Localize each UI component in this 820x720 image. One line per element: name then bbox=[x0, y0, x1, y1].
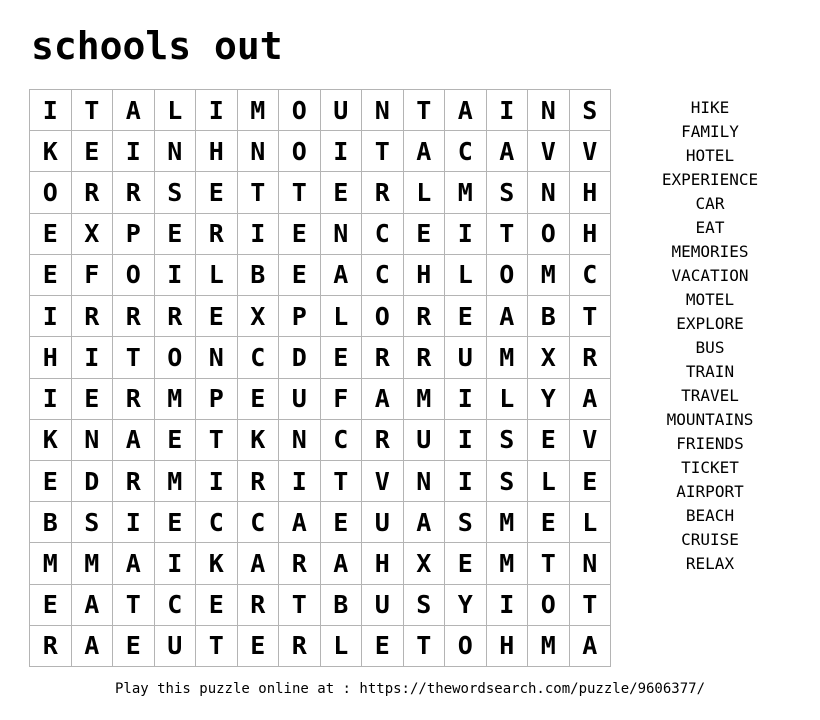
grid-cell[interactable]: U bbox=[279, 379, 321, 420]
grid-cell[interactable]: V bbox=[570, 420, 612, 461]
grid-cell[interactable]: O bbox=[528, 585, 570, 626]
grid-cell[interactable]: K bbox=[30, 131, 72, 172]
grid-cell[interactable]: U bbox=[155, 626, 197, 667]
grid-cell[interactable]: A bbox=[238, 543, 280, 584]
word-list-item: BEACH bbox=[685, 506, 735, 525]
grid-cell[interactable]: V bbox=[528, 131, 570, 172]
grid-cell[interactable]: N bbox=[528, 172, 570, 213]
grid-cell[interactable]: R bbox=[113, 461, 155, 502]
grid-cell[interactable]: U bbox=[362, 585, 404, 626]
word-list-item: FAMILY bbox=[681, 122, 739, 141]
grid-cell[interactable]: T bbox=[404, 90, 446, 131]
grid-cell[interactable]: I bbox=[238, 214, 280, 255]
grid-cell[interactable]: E bbox=[196, 172, 238, 213]
grid-cell[interactable]: H bbox=[570, 172, 612, 213]
grid-cell[interactable]: T bbox=[196, 626, 238, 667]
word-list-item: VACATION bbox=[671, 266, 749, 285]
grid-cell[interactable]: R bbox=[238, 461, 280, 502]
grid-cell[interactable]: O bbox=[113, 255, 155, 296]
grid-cell[interactable]: P bbox=[196, 379, 238, 420]
grid-cell[interactable]: I bbox=[445, 461, 487, 502]
grid-cell[interactable]: H bbox=[570, 214, 612, 255]
grid-cell[interactable]: C bbox=[362, 214, 404, 255]
grid-cell[interactable]: M bbox=[30, 543, 72, 584]
grid-cell[interactable]: N bbox=[321, 214, 363, 255]
grid-cell[interactable]: X bbox=[72, 214, 114, 255]
grid-cell[interactable]: E bbox=[238, 626, 280, 667]
grid-cell[interactable]: N bbox=[404, 461, 446, 502]
grid-cell[interactable]: E bbox=[528, 420, 570, 461]
grid-cell[interactable]: I bbox=[196, 461, 238, 502]
word-list-item: CAR bbox=[695, 194, 725, 213]
grid-cell[interactable]: A bbox=[321, 543, 363, 584]
word-list-item: FRIENDS bbox=[676, 434, 744, 453]
word-list-item: RELAX bbox=[685, 554, 735, 573]
grid-cell[interactable]: K bbox=[238, 420, 280, 461]
grid-cell[interactable]: I bbox=[487, 585, 529, 626]
grid-cell[interactable]: L bbox=[321, 296, 363, 337]
grid-cell[interactable]: R bbox=[279, 543, 321, 584]
grid-cell[interactable]: C bbox=[321, 420, 363, 461]
grid-cell[interactable]: R bbox=[279, 626, 321, 667]
grid-cell[interactable]: P bbox=[113, 214, 155, 255]
grid-cell[interactable]: I bbox=[487, 90, 529, 131]
word-list-item: CRUISE bbox=[681, 530, 739, 549]
grid-cell[interactable]: F bbox=[72, 255, 114, 296]
grid-cell[interactable]: T bbox=[72, 90, 114, 131]
grid-cell[interactable]: R bbox=[570, 337, 612, 378]
word-list-item: EAT bbox=[695, 218, 725, 237]
grid-cell[interactable]: N bbox=[196, 337, 238, 378]
grid-cell[interactable]: F bbox=[321, 379, 363, 420]
grid-cell[interactable]: A bbox=[279, 502, 321, 543]
grid-cell[interactable]: N bbox=[238, 131, 280, 172]
grid-cell[interactable]: O bbox=[279, 131, 321, 172]
grid-cell[interactable]: I bbox=[445, 420, 487, 461]
grid-cell[interactable]: C bbox=[238, 337, 280, 378]
word-list-item: TRAVEL bbox=[681, 386, 739, 405]
grid-cell[interactable]: O bbox=[445, 626, 487, 667]
grid-cell[interactable]: X bbox=[238, 296, 280, 337]
word-list-item: BUS bbox=[695, 338, 725, 357]
grid-cell[interactable]: T bbox=[279, 172, 321, 213]
grid-cell[interactable]: M bbox=[528, 255, 570, 296]
grid-cell[interactable]: A bbox=[72, 585, 114, 626]
grid-cell[interactable]: A bbox=[321, 255, 363, 296]
grid-cell[interactable]: T bbox=[279, 585, 321, 626]
grid-cell[interactable]: R bbox=[362, 420, 404, 461]
letter-grid bbox=[29, 89, 611, 667]
grid-cell[interactable]: C bbox=[238, 502, 280, 543]
grid-cell[interactable]: E bbox=[321, 337, 363, 378]
grid-cell[interactable]: X bbox=[404, 543, 446, 584]
grid-cell[interactable]: I bbox=[155, 255, 197, 296]
grid-cell[interactable]: I bbox=[30, 296, 72, 337]
grid-cell[interactable]: I bbox=[321, 131, 363, 172]
grid-cell[interactable]: E bbox=[72, 379, 114, 420]
grid-cell[interactable]: S bbox=[487, 172, 529, 213]
grid-cell[interactable]: I bbox=[445, 214, 487, 255]
word-list-item: MOTEL bbox=[685, 290, 735, 309]
grid-cell[interactable]: B bbox=[528, 296, 570, 337]
grid-cell[interactable]: M bbox=[238, 90, 280, 131]
grid-cell[interactable]: L bbox=[404, 172, 446, 213]
grid-cell[interactable]: C bbox=[445, 131, 487, 172]
puzzle-title: schools out bbox=[31, 24, 283, 68]
grid-cell[interactable]: N bbox=[528, 90, 570, 131]
grid-cell[interactable]: C bbox=[196, 502, 238, 543]
grid-cell[interactable]: B bbox=[321, 585, 363, 626]
grid-cell[interactable]: R bbox=[72, 296, 114, 337]
grid-cell[interactable]: A bbox=[362, 379, 404, 420]
grid-cell[interactable]: H bbox=[196, 131, 238, 172]
grid-cell[interactable]: I bbox=[72, 337, 114, 378]
word-list-item: TICKET bbox=[681, 458, 739, 477]
grid-cell[interactable]: L bbox=[445, 255, 487, 296]
grid-cell[interactable]: Y bbox=[445, 585, 487, 626]
word-list-item: AIRPORT bbox=[676, 482, 744, 501]
grid-cell[interactable]: B bbox=[238, 255, 280, 296]
grid-cell[interactable]: R bbox=[404, 296, 446, 337]
grid-cell[interactable]: M bbox=[487, 337, 529, 378]
grid-cell[interactable]: D bbox=[72, 461, 114, 502]
grid-cell[interactable]: B bbox=[30, 502, 72, 543]
word-list-item: MEMORIES bbox=[671, 242, 749, 261]
grid-cell[interactable]: N bbox=[279, 420, 321, 461]
grid-cell[interactable]: E bbox=[238, 379, 280, 420]
grid-cell[interactable]: R bbox=[113, 379, 155, 420]
grid-cell[interactable]: E bbox=[155, 502, 197, 543]
grid-cell[interactable]: R bbox=[362, 172, 404, 213]
grid-cell[interactable]: A bbox=[404, 131, 446, 172]
grid-cell[interactable]: R bbox=[404, 337, 446, 378]
word-list-item: HOTEL bbox=[685, 146, 735, 165]
grid-cell[interactable]: T bbox=[113, 337, 155, 378]
grid-cell[interactable]: E bbox=[570, 461, 612, 502]
grid-cell[interactable]: A bbox=[570, 379, 612, 420]
word-list-item: MOUNTAINS bbox=[666, 410, 754, 429]
grid-cell[interactable]: A bbox=[72, 626, 114, 667]
grid-cell[interactable]: R bbox=[113, 296, 155, 337]
grid-cell[interactable]: M bbox=[445, 172, 487, 213]
grid-cell[interactable]: R bbox=[113, 172, 155, 213]
grid-cell[interactable]: I bbox=[30, 90, 72, 131]
grid-cell[interactable]: I bbox=[30, 379, 72, 420]
grid-cell[interactable]: T bbox=[238, 172, 280, 213]
grid-cell[interactable]: T bbox=[528, 543, 570, 584]
grid-cell[interactable]: X bbox=[528, 337, 570, 378]
grid-cell[interactable]: H bbox=[362, 543, 404, 584]
grid-cell[interactable]: A bbox=[404, 502, 446, 543]
grid-cell[interactable]: T bbox=[487, 214, 529, 255]
grid-cell[interactable]: R bbox=[238, 585, 280, 626]
grid-cell[interactable]: E bbox=[362, 626, 404, 667]
grid-cell[interactable]: I bbox=[113, 502, 155, 543]
grid-cell[interactable]: U bbox=[445, 337, 487, 378]
grid-cell[interactable]: S bbox=[72, 502, 114, 543]
grid-cell[interactable]: E bbox=[30, 255, 72, 296]
grid-cell[interactable]: I bbox=[196, 90, 238, 131]
grid-cell[interactable]: R bbox=[362, 337, 404, 378]
grid-cell[interactable]: E bbox=[279, 255, 321, 296]
grid-cell[interactable]: M bbox=[487, 502, 529, 543]
grid-cell[interactable]: O bbox=[155, 337, 197, 378]
grid-cell[interactable]: E bbox=[72, 131, 114, 172]
grid-cell[interactable]: U bbox=[362, 502, 404, 543]
grid-cell[interactable]: M bbox=[528, 626, 570, 667]
grid-cell[interactable]: S bbox=[487, 420, 529, 461]
grid-cell[interactable]: T bbox=[196, 420, 238, 461]
grid-cell[interactable]: C bbox=[155, 585, 197, 626]
grid-cell[interactable]: M bbox=[155, 379, 197, 420]
grid-cell[interactable]: U bbox=[404, 420, 446, 461]
grid-cell[interactable]: I bbox=[445, 379, 487, 420]
grid-cell[interactable]: E bbox=[30, 585, 72, 626]
grid-cell[interactable]: T bbox=[113, 585, 155, 626]
grid-cell[interactable]: A bbox=[487, 296, 529, 337]
grid-cell[interactable]: K bbox=[30, 420, 72, 461]
grid-cell[interactable]: Y bbox=[528, 379, 570, 420]
grid-cell[interactable]: M bbox=[155, 461, 197, 502]
grid-cell[interactable]: M bbox=[404, 379, 446, 420]
grid-cell[interactable]: S bbox=[445, 502, 487, 543]
grid-cell[interactable]: E bbox=[196, 585, 238, 626]
grid-cell[interactable]: O bbox=[362, 296, 404, 337]
grid-cell[interactable]: S bbox=[487, 461, 529, 502]
grid-cell[interactable]: T bbox=[321, 461, 363, 502]
grid-cell[interactable]: H bbox=[30, 337, 72, 378]
grid-cell[interactable]: A bbox=[113, 420, 155, 461]
grid-cell[interactable]: C bbox=[570, 255, 612, 296]
grid-cell[interactable]: I bbox=[113, 131, 155, 172]
grid-cell[interactable]: R bbox=[196, 214, 238, 255]
grid-cell[interactable]: S bbox=[404, 585, 446, 626]
grid-cell[interactable]: I bbox=[279, 461, 321, 502]
grid-cell[interactable]: A bbox=[113, 90, 155, 131]
grid-cell[interactable]: E bbox=[155, 420, 197, 461]
word-list-item: EXPLORE bbox=[676, 314, 744, 333]
grid-cell[interactable]: A bbox=[570, 626, 612, 667]
word-list bbox=[645, 96, 775, 576]
grid-cell[interactable]: N bbox=[570, 543, 612, 584]
grid-cell[interactable]: P bbox=[279, 296, 321, 337]
grid-cell[interactable]: E bbox=[528, 502, 570, 543]
word-list-item: EXPERIENCE bbox=[661, 170, 759, 189]
grid-cell[interactable]: O bbox=[487, 255, 529, 296]
grid-cell[interactable]: D bbox=[279, 337, 321, 378]
grid-cell[interactable]: E bbox=[30, 214, 72, 255]
grid-cell[interactable]: L bbox=[196, 255, 238, 296]
grid-cell[interactable]: T bbox=[570, 296, 612, 337]
grid-cell[interactable]: E bbox=[113, 626, 155, 667]
grid-cell[interactable]: E bbox=[321, 502, 363, 543]
grid-cell[interactable]: L bbox=[570, 502, 612, 543]
grid-cell[interactable]: M bbox=[487, 543, 529, 584]
grid-cell[interactable]: E bbox=[196, 296, 238, 337]
grid-cell[interactable]: R bbox=[72, 172, 114, 213]
footer-link-text: Play this puzzle online at : https://thewordsearch.com/puzzle/9606377/ bbox=[114, 681, 705, 697]
grid-cell[interactable]: M bbox=[72, 543, 114, 584]
grid-cell[interactable]: E bbox=[279, 214, 321, 255]
grid-cell[interactable]: T bbox=[362, 131, 404, 172]
grid-cell[interactable]: L bbox=[321, 626, 363, 667]
grid-cell[interactable]: K bbox=[196, 543, 238, 584]
grid-cell[interactable]: T bbox=[404, 626, 446, 667]
grid-cell[interactable]: E bbox=[404, 214, 446, 255]
grid-cell[interactable]: V bbox=[570, 131, 612, 172]
grid-cell[interactable]: S bbox=[155, 172, 197, 213]
grid-cell[interactable]: H bbox=[487, 626, 529, 667]
grid-cell[interactable]: E bbox=[155, 214, 197, 255]
grid-cell[interactable]: O bbox=[528, 214, 570, 255]
grid-cell[interactable]: T bbox=[570, 585, 612, 626]
grid-cell[interactable]: E bbox=[321, 172, 363, 213]
grid-cell[interactable]: V bbox=[362, 461, 404, 502]
grid-cell[interactable]: N bbox=[362, 90, 404, 131]
grid-cell[interactable]: O bbox=[30, 172, 72, 213]
grid-cell[interactable]: H bbox=[404, 255, 446, 296]
grid-cell[interactable]: L bbox=[155, 90, 197, 131]
grid-cell[interactable]: S bbox=[570, 90, 612, 131]
grid-cell[interactable]: C bbox=[362, 255, 404, 296]
grid-cell[interactable]: R bbox=[30, 626, 72, 667]
grid-cell[interactable]: E bbox=[445, 543, 487, 584]
grid-cell[interactable]: L bbox=[487, 379, 529, 420]
grid-cell[interactable]: L bbox=[528, 461, 570, 502]
grid-cell[interactable]: A bbox=[487, 131, 529, 172]
grid-cell[interactable]: E bbox=[445, 296, 487, 337]
grid-cell[interactable]: O bbox=[279, 90, 321, 131]
word-list-item: TRAIN bbox=[685, 362, 735, 381]
grid-cell[interactable]: A bbox=[445, 90, 487, 131]
grid-cell[interactable]: N bbox=[72, 420, 114, 461]
grid-cell[interactable]: R bbox=[155, 296, 197, 337]
word-list-item: HIKE bbox=[690, 98, 730, 117]
grid-cell[interactable]: N bbox=[155, 131, 197, 172]
grid-cell[interactable]: I bbox=[155, 543, 197, 584]
grid-cell[interactable]: U bbox=[321, 90, 363, 131]
grid-cell[interactable]: E bbox=[30, 461, 72, 502]
grid-cell[interactable]: A bbox=[113, 543, 155, 584]
